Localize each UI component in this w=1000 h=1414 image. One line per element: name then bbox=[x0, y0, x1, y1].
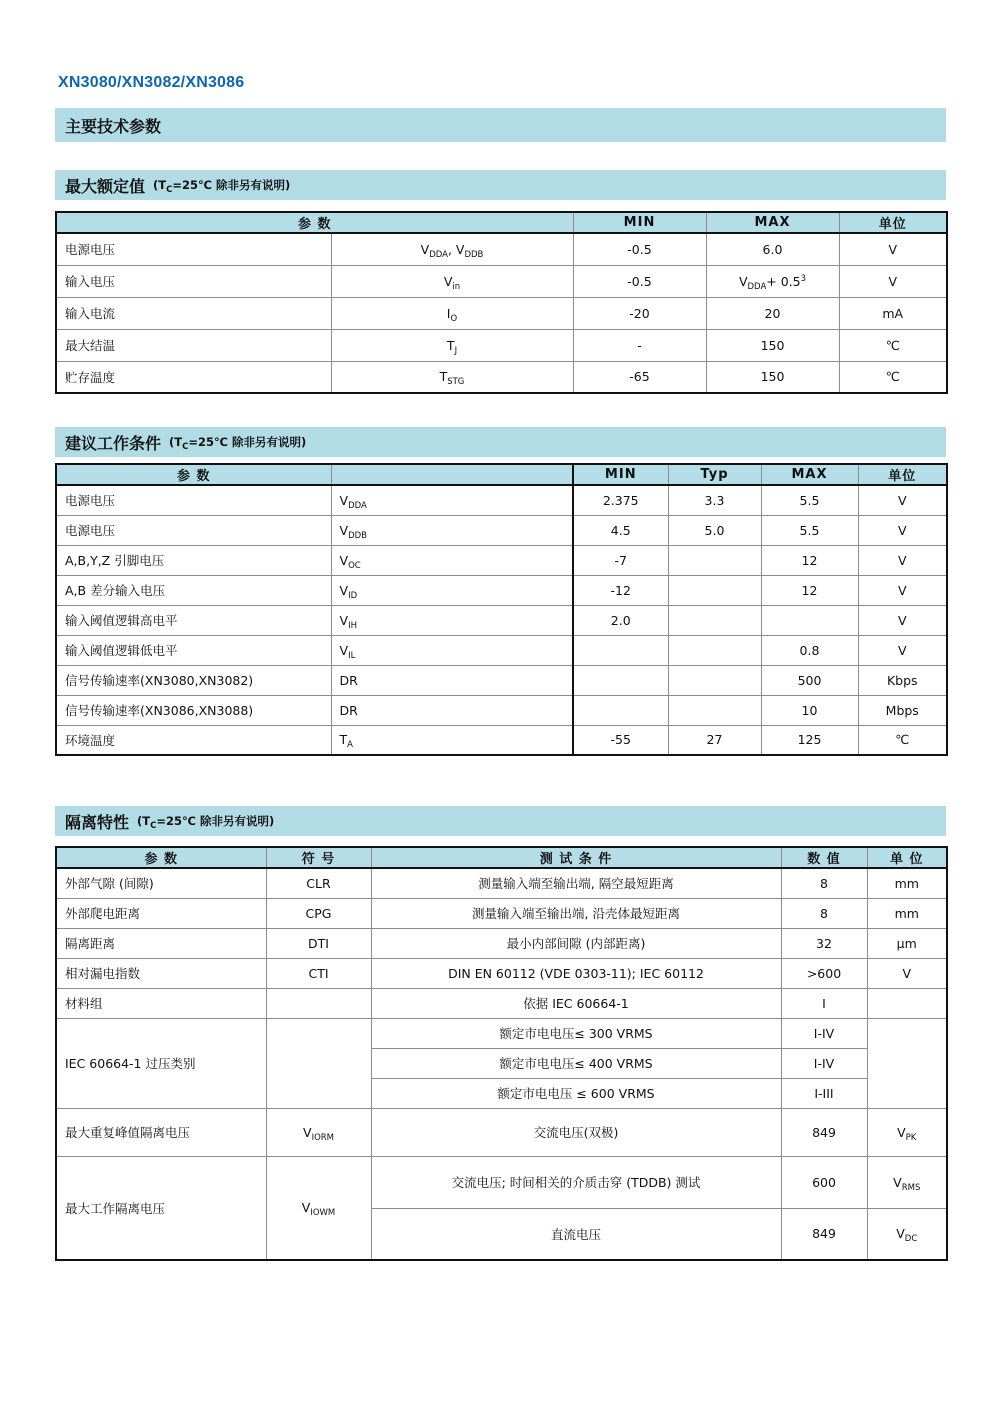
cell-test-condition: 依据 IEC 60664-1 bbox=[371, 988, 781, 1018]
cell-symbol: $V_{OC}$ bbox=[331, 545, 573, 575]
col-header-max: MAX bbox=[761, 464, 858, 485]
cell-max: 0.8 bbox=[761, 635, 858, 665]
cell-max: 20 bbox=[706, 297, 839, 329]
cell-min: -65 bbox=[573, 361, 706, 393]
table-header-row bbox=[56, 847, 947, 868]
cell-symbol: $V_{in}$ bbox=[331, 265, 573, 297]
cell-test-condition: DIN EN 60112 (VDE 0303-11); IEC 60112 bbox=[371, 958, 781, 988]
cell-symbol: $V_{DDB}$ bbox=[331, 515, 573, 545]
cell-param: 电源电压 bbox=[56, 485, 331, 515]
cell-unit: V bbox=[858, 635, 947, 665]
cell-param: 相对漏电指数 bbox=[56, 958, 266, 988]
cell-param: 电源电压 bbox=[56, 233, 331, 265]
cell-unit: mm bbox=[867, 898, 947, 928]
cell-symbol: $T_J$ bbox=[331, 329, 573, 361]
cell-test-condition: 测量输入端至输出端, 沿壳体最短距离 bbox=[371, 898, 781, 928]
cell-param: 输入阈值逻辑低电平 bbox=[56, 635, 331, 665]
cell-min: 2.0 bbox=[573, 605, 668, 635]
cell-max: 6.0 bbox=[706, 233, 839, 265]
table-row bbox=[56, 988, 947, 1018]
cell-test-condition: 交流电压(双极) bbox=[371, 1108, 781, 1156]
cell-unit: ℃ bbox=[858, 725, 947, 755]
section-heading-rec-cond: 建议工作条件 bbox=[65, 433, 162, 453]
table-row bbox=[56, 1156, 947, 1208]
section-band-main bbox=[55, 108, 946, 142]
cell-param: 环境温度 bbox=[56, 725, 331, 755]
cell-param: 最大结温 bbox=[56, 329, 331, 361]
cell-param: 最大工作隔离电压 bbox=[56, 1156, 266, 1260]
table-recommended-operating-conditions bbox=[55, 463, 948, 756]
table-row bbox=[56, 515, 947, 545]
cell-param: 输入电压 bbox=[56, 265, 331, 297]
cell-param: 隔离距离 bbox=[56, 928, 266, 958]
table-row bbox=[56, 297, 947, 329]
cell-max: 12 bbox=[761, 575, 858, 605]
cell-max: 10 bbox=[761, 695, 858, 725]
cell-typ bbox=[668, 575, 761, 605]
cell-unit: Kbps bbox=[858, 665, 947, 695]
cell-max: 500 bbox=[761, 665, 858, 695]
cell-test-condition: 额定市电电压≤ 400 VRMS bbox=[371, 1048, 781, 1078]
section-heading-abs-max: 最大额定值 bbox=[65, 176, 146, 196]
table-row bbox=[56, 868, 947, 898]
cell-unit: V bbox=[858, 575, 947, 605]
cell-value: 8 bbox=[781, 868, 867, 898]
col-header-unit: 单位 bbox=[858, 464, 947, 485]
cell-test-condition: 额定市电电压 ≤ 600 VRMS bbox=[371, 1078, 781, 1108]
cell-value: I-IV bbox=[781, 1048, 867, 1078]
cell-min bbox=[573, 695, 668, 725]
cell-test-condition: 交流电压; 时间相关的介质击穿 (TDDB) 测试 bbox=[371, 1156, 781, 1208]
cell-typ: 27 bbox=[668, 725, 761, 755]
cell-unit: Mbps bbox=[858, 695, 947, 725]
cell-min: -0.5 bbox=[573, 233, 706, 265]
section-condition-rec-cond: ($T_C=25℃$ 除非另有说明) bbox=[169, 435, 307, 452]
cell-unit bbox=[867, 1018, 947, 1108]
table-row bbox=[56, 1018, 947, 1048]
cell-min bbox=[573, 635, 668, 665]
cell-unit: V bbox=[858, 605, 947, 635]
cell-typ bbox=[668, 605, 761, 635]
cell-symbol: $V_{IL}$ bbox=[331, 635, 573, 665]
cell-symbol: $V_{DDA}$, $V_{DDB}$ bbox=[331, 233, 573, 265]
cell-test-condition: 额定市电电压≤ 300 VRMS bbox=[371, 1018, 781, 1048]
cell-symbol: $V_{IH}$ bbox=[331, 605, 573, 635]
cell-param: 信号传输速率(XN3086,XN3088) bbox=[56, 695, 331, 725]
cell-min: -12 bbox=[573, 575, 668, 605]
cell-param: 外部气隙 (间隙) bbox=[56, 868, 266, 898]
table-row bbox=[56, 233, 947, 265]
col-header-symbol: 符 号 bbox=[266, 847, 371, 868]
cell-max: 150 bbox=[706, 361, 839, 393]
cell-symbol bbox=[266, 988, 371, 1018]
table-row bbox=[56, 1108, 947, 1156]
cell-min: -20 bbox=[573, 297, 706, 329]
cell-param: 材料组 bbox=[56, 988, 266, 1018]
cell-symbol: CLR bbox=[266, 868, 371, 898]
section-heading-isolation: 隔离特性 bbox=[65, 812, 130, 832]
cell-min: -55 bbox=[573, 725, 668, 755]
table-absolute-maximum-ratings bbox=[55, 211, 948, 394]
col-header-symbol bbox=[331, 464, 573, 485]
page-title: XN3080/XN3082/XN3086 bbox=[58, 74, 245, 91]
cell-unit: V bbox=[858, 545, 947, 575]
section-band-main-label: 主要技术参数 bbox=[65, 116, 162, 136]
cell-unit: V bbox=[839, 233, 947, 265]
cell-typ: 5.0 bbox=[668, 515, 761, 545]
col-header-unit: 单 位 bbox=[867, 847, 947, 868]
cell-param: 输入阈值逻辑高电平 bbox=[56, 605, 331, 635]
cell-value: >600 bbox=[781, 958, 867, 988]
cell-min: -0.5 bbox=[573, 265, 706, 297]
table-row bbox=[56, 485, 947, 515]
cell-unit: mm bbox=[867, 868, 947, 898]
cell-symbol: $T_{STG}$ bbox=[331, 361, 573, 393]
cell-typ bbox=[668, 545, 761, 575]
table-row bbox=[56, 605, 947, 635]
cell-min: 2.375 bbox=[573, 485, 668, 515]
cell-param: 电源电压 bbox=[56, 515, 331, 545]
table-row bbox=[56, 695, 947, 725]
table-row bbox=[56, 725, 947, 755]
col-header-unit: 单位 bbox=[839, 212, 947, 233]
cell-max: 150 bbox=[706, 329, 839, 361]
cell-symbol bbox=[266, 1018, 371, 1108]
cell-param: 最大重复峰值隔离电压 bbox=[56, 1108, 266, 1156]
cell-unit: V bbox=[839, 265, 947, 297]
section-condition-abs-max: ($T_C=25℃$ 除非另有说明) bbox=[153, 178, 291, 195]
cell-symbol: DTI bbox=[266, 928, 371, 958]
cell-symbol: $V_{ID}$ bbox=[331, 575, 573, 605]
cell-symbol: CPG bbox=[266, 898, 371, 928]
cell-min: 4.5 bbox=[573, 515, 668, 545]
table-row bbox=[56, 265, 947, 297]
cell-value: 849 bbox=[781, 1108, 867, 1156]
col-header-typ: Typ bbox=[668, 464, 761, 485]
cell-value: 600 bbox=[781, 1156, 867, 1208]
cell-param: IEC 60664-1 过压类别 bbox=[56, 1018, 266, 1108]
table-row bbox=[56, 575, 947, 605]
cell-min: -7 bbox=[573, 545, 668, 575]
col-header-test-condition: 测 试 条 件 bbox=[371, 847, 781, 868]
cell-max: 5.5 bbox=[761, 485, 858, 515]
cell-symbol: $T_A$ bbox=[331, 725, 573, 755]
cell-min bbox=[573, 665, 668, 695]
cell-unit: $V_{RMS}$ bbox=[867, 1156, 947, 1208]
cell-min: - bbox=[573, 329, 706, 361]
cell-unit: $V_{DC}$ bbox=[867, 1208, 947, 1260]
cell-symbol: $I_O$ bbox=[331, 297, 573, 329]
table-row bbox=[56, 958, 947, 988]
cell-max: 125 bbox=[761, 725, 858, 755]
col-header-min: MIN bbox=[573, 464, 668, 485]
cell-unit: mA bbox=[839, 297, 947, 329]
cell-typ: 3.3 bbox=[668, 485, 761, 515]
cell-symbol: DR bbox=[331, 695, 573, 725]
cell-typ bbox=[668, 695, 761, 725]
cell-unit: μm bbox=[867, 928, 947, 958]
cell-value: I-IV bbox=[781, 1018, 867, 1048]
cell-param: 外部爬电距离 bbox=[56, 898, 266, 928]
cell-value: 849 bbox=[781, 1208, 867, 1260]
cell-unit: ℃ bbox=[839, 329, 947, 361]
cell-param: 信号传输速率(XN3080,XN3082) bbox=[56, 665, 331, 695]
cell-symbol: DR bbox=[331, 665, 573, 695]
cell-symbol: $V_{IORM}$ bbox=[266, 1108, 371, 1156]
cell-unit: V bbox=[858, 485, 947, 515]
table-header-row bbox=[56, 212, 947, 233]
cell-test-condition: 直流电压 bbox=[371, 1208, 781, 1260]
cell-value: 8 bbox=[781, 898, 867, 928]
cell-max: 12 bbox=[761, 545, 858, 575]
cell-unit bbox=[867, 988, 947, 1018]
section-band-abs-max bbox=[55, 170, 946, 200]
table-header-row bbox=[56, 464, 947, 485]
table-row bbox=[56, 361, 947, 393]
cell-typ bbox=[668, 635, 761, 665]
cell-value: I-III bbox=[781, 1078, 867, 1108]
col-header-param: 参 数 bbox=[56, 847, 266, 868]
cell-unit: V bbox=[867, 958, 947, 988]
cell-unit: V bbox=[858, 515, 947, 545]
cell-max: $V_{DDA}+ 0.5^3$ bbox=[706, 265, 839, 297]
cell-param: 贮存温度 bbox=[56, 361, 331, 393]
table-isolation-characteristics bbox=[55, 846, 948, 1261]
table-row bbox=[56, 329, 947, 361]
cell-symbol: $V_{IOWM}$ bbox=[266, 1156, 371, 1260]
cell-max bbox=[761, 605, 858, 635]
cell-typ bbox=[668, 665, 761, 695]
cell-param: A,B 差分输入电压 bbox=[56, 575, 331, 605]
cell-symbol: CTI bbox=[266, 958, 371, 988]
cell-param: A,B,Y,Z 引脚电压 bbox=[56, 545, 331, 575]
section-condition-isolation: ($T_C=25℃$ 除非另有说明) bbox=[137, 814, 275, 831]
section-band-rec-cond bbox=[55, 427, 946, 457]
cell-value: 32 bbox=[781, 928, 867, 958]
col-header-param: 参 数 bbox=[56, 464, 331, 485]
table-row bbox=[56, 928, 947, 958]
cell-param: 输入电流 bbox=[56, 297, 331, 329]
col-header-max: MAX bbox=[706, 212, 839, 233]
table-row bbox=[56, 665, 947, 695]
cell-max: 5.5 bbox=[761, 515, 858, 545]
cell-value: I bbox=[781, 988, 867, 1018]
cell-symbol: $V_{DDA}$ bbox=[331, 485, 573, 515]
cell-test-condition: 测量输入端至输出端, 隔空最短距离 bbox=[371, 868, 781, 898]
section-band-isolation bbox=[55, 806, 946, 836]
cell-unit: $V_{PK}$ bbox=[867, 1108, 947, 1156]
cell-test-condition: 最小内部间隙 (内部距离) bbox=[371, 928, 781, 958]
col-header-min: MIN bbox=[573, 212, 706, 233]
col-header-value: 数 值 bbox=[781, 847, 867, 868]
table-row bbox=[56, 545, 947, 575]
table-row bbox=[56, 635, 947, 665]
table-row bbox=[56, 898, 947, 928]
cell-unit: ℃ bbox=[839, 361, 947, 393]
col-header-param: 参 数 bbox=[56, 212, 573, 233]
